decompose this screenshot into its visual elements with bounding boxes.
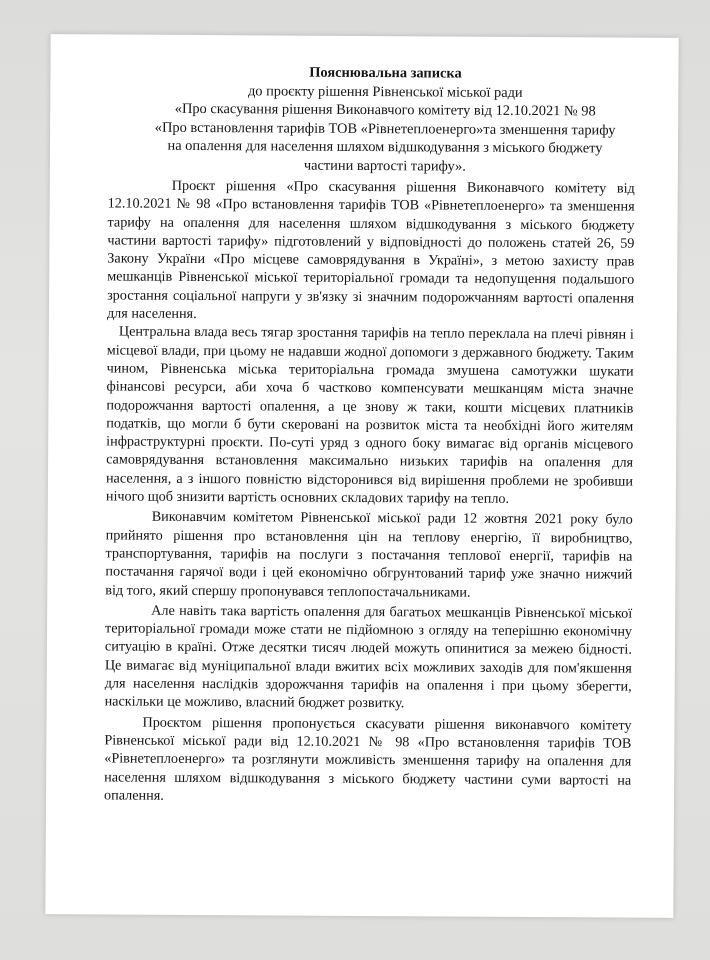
subtitle-line: «Про встановлення тарифів ТОВ «Рівнетеплоенерго»та зменшення тарифу: [154, 119, 616, 139]
document-page: [45, 34, 678, 918]
document-title: Пояснювальна записка: [309, 64, 462, 82]
paragraph-legal-basis: Проєкт рішення «Про скасування рішення Виконавчого комітету від 12.10.2021 № 98 «Про встановлення тарифів ТОВ «Рівнетеплоенерго» та зменшення тарифу на опалення для населення шляхом відшкодування з міського бюджету частини вартості тарифу» підготовлений у відповідності до положень статей 26, 59 Закону України «Про місцеве самоврядування в Україні», з метою захисту прав мешканців Рівненської міської територіальної громади та недопущення подальшого зростання соціальної напруги у зв'язку зі значним подорожчанням вартості опалення для населення.: [106, 177, 635, 323]
document-header: [150, 63, 621, 177]
paragraph-proposal: Проєктом рішення пропонується скасувати рішення виконавчого комітету Рівненської міської ради від 12.10.2021 № 98 «Про встановлення тарифів ТОВ «Рівнетеплоенерго» та розглянути можливість зменшення тарифу на опалення для населення шляхом відшкодування з міського бюджету частини суми вартості на опалення.: [103, 714, 632, 804]
subtitle-line: до проєкту рішення Рівненської міської ради: [247, 82, 523, 101]
subtitle-line: частини вартості тарифу».: [303, 157, 466, 175]
subtitle-line: на опалення для населення шляхом відшкодування з міського бюджету: [167, 138, 603, 157]
paragraph-executive-decision: Виконавчим комітетом Рівненської міської ради 12 жовтня 2021 року було прийнято рішення про встановлення цін на теплову енергію, її виробництво, транспортування, тарифів на послуги з постачання теплової енергії, тарифів на постачання гарячої води і цей економічно обгрунтований тариф уже значно нижчий від того, який спершу пропонувався теплопостачальниками.: [105, 509, 633, 601]
paragraph-central-government: Центральна влада весь тягар зростання тарифів на тепло переклала на плечі рівнян і місцевої влади, при цьому не надавши жодної допомоги з державного бюджету. Таким чином, Рівненська міська територіальна громада змушена самотужки шукати фінансові ресурси, аби хоча б частково компенсувати мешканцям міста значне подорожчання вартості опалення, а це знову ж таки, кошти місцевих платників податків, що могли б бути скеровані на розвиток міста та необхідні його жителям інфраструктурні проєкти. По-суті уряд з одного боку вимагає від органів місцевого самоврядування встановлення максимально низьких тарифів на опалення для населення, а з іншого повністю відсторонився від вирішення проблеми не зробивши нічого щоб знизити вартість основних складових тарифу на тепло.: [105, 323, 634, 507]
paragraph-economic-situation: Але навіть така вартість опалення для багатьох мешканців Рівненської міської територіальної громади може стати не підйомною з огляду на теперішню економічну ситуацію в країні. Отже десятки тисяч людей можуть опинитися за межею бідності. Це вимагає від муніципальної влади вжитих всіх можливих заходів для пом'якшення для населення наслідків здорожчання тарифів на опалення і при цьому зберегти, наскільки це можливо, власний бюджет розвитку.: [104, 602, 633, 712]
document-body: [104, 176, 635, 807]
subtitle-line: «Про скасування рішення Виконавчого комітету від 12.10.2021 № 98: [174, 101, 596, 120]
